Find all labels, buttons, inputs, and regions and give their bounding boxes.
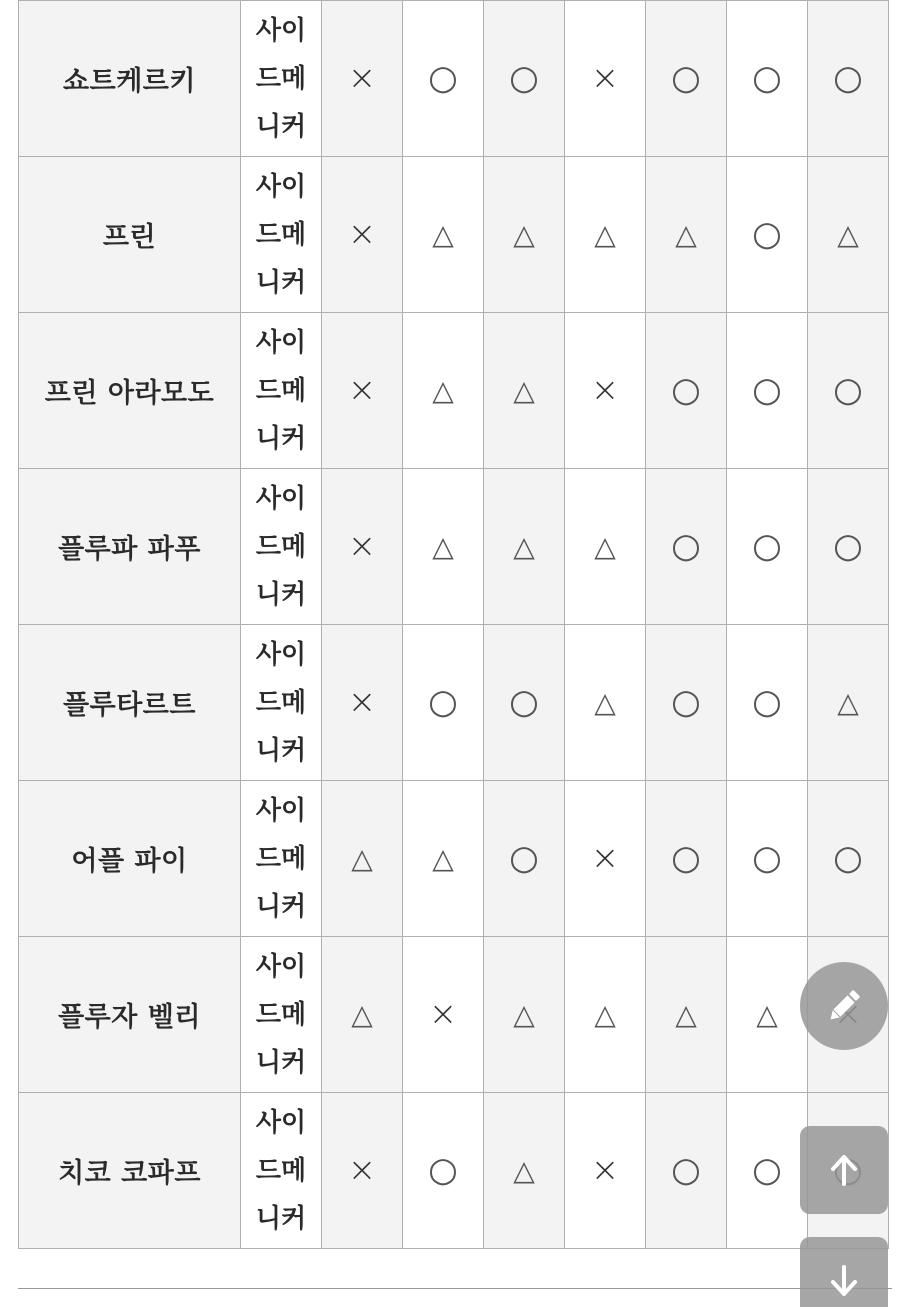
rating-cell — [322, 625, 403, 781]
category-cell — [241, 1, 322, 157]
rating-cell — [322, 1093, 403, 1249]
rating-cell — [484, 157, 565, 313]
rating-cell — [646, 937, 727, 1093]
rating-mark: △ — [432, 842, 454, 875]
rating-cell — [322, 469, 403, 625]
category-line: 사이 — [255, 483, 307, 514]
rating-mark: × — [428, 993, 458, 1034]
rating-mark: △ — [513, 218, 535, 251]
rating-cell — [484, 1, 565, 157]
category-line: 드메 — [255, 375, 307, 406]
rating-cell — [727, 937, 808, 1093]
rating-mark: △ — [756, 998, 778, 1031]
rating-cell — [484, 937, 565, 1093]
category-line: 드메 — [255, 999, 307, 1030]
rating-cell — [646, 625, 727, 781]
rating-cell — [565, 937, 646, 1093]
rating-cell — [403, 1093, 484, 1249]
category-line: 드메 — [255, 1155, 307, 1186]
item-name-cell: 어플 파이 — [19, 781, 241, 937]
rating-cell — [322, 1, 403, 157]
rating-mark: ○ — [833, 837, 863, 878]
rating-cell — [484, 625, 565, 781]
rating-mark: △ — [675, 218, 697, 251]
pencil-icon — [822, 984, 866, 1028]
rating-mark: ○ — [509, 837, 539, 878]
table-row — [19, 469, 889, 625]
category-line: 드메 — [255, 219, 307, 250]
category-line: 사이 — [255, 15, 307, 46]
category-line: 사이 — [255, 639, 307, 670]
category-line: 니커 — [255, 735, 307, 766]
rating-cell — [403, 781, 484, 937]
rating-mark: ○ — [752, 57, 782, 98]
rating-mark: × — [590, 57, 620, 98]
rating-mark: ○ — [671, 837, 701, 878]
category-cell — [241, 781, 322, 937]
rating-cell — [565, 157, 646, 313]
category-line: 니커 — [255, 267, 307, 298]
scroll-bottom-button[interactable] — [800, 1237, 888, 1307]
rating-cell — [322, 313, 403, 469]
rating-mark: ○ — [752, 369, 782, 410]
rating-cell — [403, 625, 484, 781]
rating-mark: △ — [837, 686, 859, 719]
rating-cell — [484, 1093, 565, 1249]
category-cell — [241, 1093, 322, 1249]
category-line: 사이 — [255, 171, 307, 202]
rating-mark: ○ — [752, 837, 782, 878]
rating-mark: ○ — [833, 525, 863, 566]
rating-mark: △ — [594, 530, 616, 563]
rating-mark: × — [590, 1149, 620, 1190]
rating-mark: △ — [594, 998, 616, 1031]
rating-mark: × — [347, 525, 377, 566]
rating-mark: △ — [594, 686, 616, 719]
item-name-cell: 치코 코파프 — [19, 1093, 241, 1249]
rating-cell — [808, 469, 889, 625]
rating-cell — [403, 313, 484, 469]
rating-mark: △ — [594, 218, 616, 251]
arrow-down-icon — [824, 1261, 864, 1301]
rating-mark: × — [347, 213, 377, 254]
category-line: 사이 — [255, 1107, 307, 1138]
category-line: 드메 — [255, 531, 307, 562]
rating-cell — [727, 781, 808, 937]
table-row — [19, 937, 889, 1093]
rating-mark: △ — [675, 998, 697, 1031]
table-body — [19, 1, 889, 1249]
rating-cell — [727, 1093, 808, 1249]
rating-cell — [403, 937, 484, 1093]
rating-mark: ○ — [833, 57, 863, 98]
category-cell — [241, 313, 322, 469]
rating-cell — [565, 469, 646, 625]
table-row — [19, 781, 889, 937]
table-row — [19, 157, 889, 313]
rating-cell — [484, 781, 565, 937]
category-cell — [241, 937, 322, 1093]
category-line: 니커 — [255, 111, 307, 142]
category-line: 사이 — [255, 951, 307, 982]
scroll-top-button[interactable] — [800, 1126, 888, 1214]
rating-mark: ○ — [833, 369, 863, 410]
category-line: 사이 — [255, 795, 307, 826]
rating-cell — [727, 157, 808, 313]
table-row — [19, 313, 889, 469]
arrow-up-icon — [824, 1150, 864, 1190]
rating-mark: × — [590, 837, 620, 878]
category-cell — [241, 469, 322, 625]
rating-mark: ○ — [671, 681, 701, 722]
rating-cell — [484, 313, 565, 469]
rating-mark: × — [347, 681, 377, 722]
category-cell — [241, 625, 322, 781]
category-line: 니커 — [255, 579, 307, 610]
rating-cell — [727, 469, 808, 625]
table-row — [19, 1093, 889, 1249]
rating-mark: △ — [432, 218, 454, 251]
rating-cell — [646, 1, 727, 157]
rating-mark: △ — [432, 530, 454, 563]
rating-cell — [727, 625, 808, 781]
category-line: 드메 — [255, 843, 307, 874]
rating-cell — [403, 157, 484, 313]
table-row — [19, 625, 889, 781]
edit-button[interactable] — [800, 962, 888, 1050]
rating-mark: △ — [351, 842, 373, 875]
category-line: 사이 — [255, 327, 307, 358]
category-line: 드메 — [255, 63, 307, 94]
rating-mark: ○ — [509, 681, 539, 722]
rating-mark: △ — [351, 998, 373, 1031]
category-line: 드메 — [255, 687, 307, 718]
rating-mark: ○ — [428, 57, 458, 98]
rating-mark: × — [347, 1149, 377, 1190]
rating-mark: △ — [513, 374, 535, 407]
rating-mark: ○ — [752, 525, 782, 566]
rating-mark: ○ — [752, 213, 782, 254]
rating-cell — [565, 625, 646, 781]
rating-mark: ○ — [752, 1149, 782, 1190]
category-line: 니커 — [255, 891, 307, 922]
divider — [18, 1288, 892, 1289]
rating-cell — [322, 157, 403, 313]
item-name-cell: 플루타르트 — [19, 625, 241, 781]
rating-cell — [322, 781, 403, 937]
rating-cell — [808, 1, 889, 157]
rating-cell — [565, 1093, 646, 1249]
rating-mark: ○ — [671, 57, 701, 98]
rating-cell — [646, 157, 727, 313]
rating-cell — [646, 1093, 727, 1249]
rating-cell — [646, 313, 727, 469]
rating-mark: △ — [837, 218, 859, 251]
rating-cell — [403, 469, 484, 625]
rating-cell — [565, 313, 646, 469]
rating-cell — [808, 781, 889, 937]
rating-mark: × — [590, 369, 620, 410]
category-line: 니커 — [255, 1047, 307, 1078]
rating-cell — [808, 625, 889, 781]
compatibility-table — [18, 0, 889, 1249]
rating-mark: × — [347, 369, 377, 410]
rating-cell — [646, 469, 727, 625]
category-line: 니커 — [255, 1203, 307, 1234]
rating-cell — [403, 1, 484, 157]
rating-cell — [646, 781, 727, 937]
rating-cell — [565, 1, 646, 157]
rating-cell — [727, 313, 808, 469]
rating-mark: △ — [513, 998, 535, 1031]
item-name-cell: 플루파 파푸 — [19, 469, 241, 625]
rating-cell — [808, 313, 889, 469]
rating-mark: ○ — [671, 1149, 701, 1190]
rating-cell — [808, 157, 889, 313]
rating-mark: △ — [432, 374, 454, 407]
item-name-cell: 쇼트케르키 — [19, 1, 241, 157]
rating-mark: △ — [513, 530, 535, 563]
rating-mark: ○ — [428, 681, 458, 722]
rating-cell — [565, 781, 646, 937]
rating-mark: △ — [513, 1154, 535, 1187]
rating-mark: × — [347, 57, 377, 98]
rating-mark: ○ — [509, 57, 539, 98]
item-name-cell: 프린 아라모도 — [19, 313, 241, 469]
category-line: 니커 — [255, 423, 307, 454]
rating-cell — [484, 469, 565, 625]
category-cell — [241, 157, 322, 313]
rating-cell — [727, 1, 808, 157]
item-name-cell: 프린 — [19, 157, 241, 313]
rating-cell — [322, 937, 403, 1093]
rating-mark: ○ — [671, 369, 701, 410]
rating-mark: ○ — [671, 525, 701, 566]
rating-mark: ○ — [428, 1149, 458, 1190]
item-name-cell: 플루자 벨리 — [19, 937, 241, 1093]
table-row — [19, 1, 889, 157]
rating-mark: ○ — [752, 681, 782, 722]
